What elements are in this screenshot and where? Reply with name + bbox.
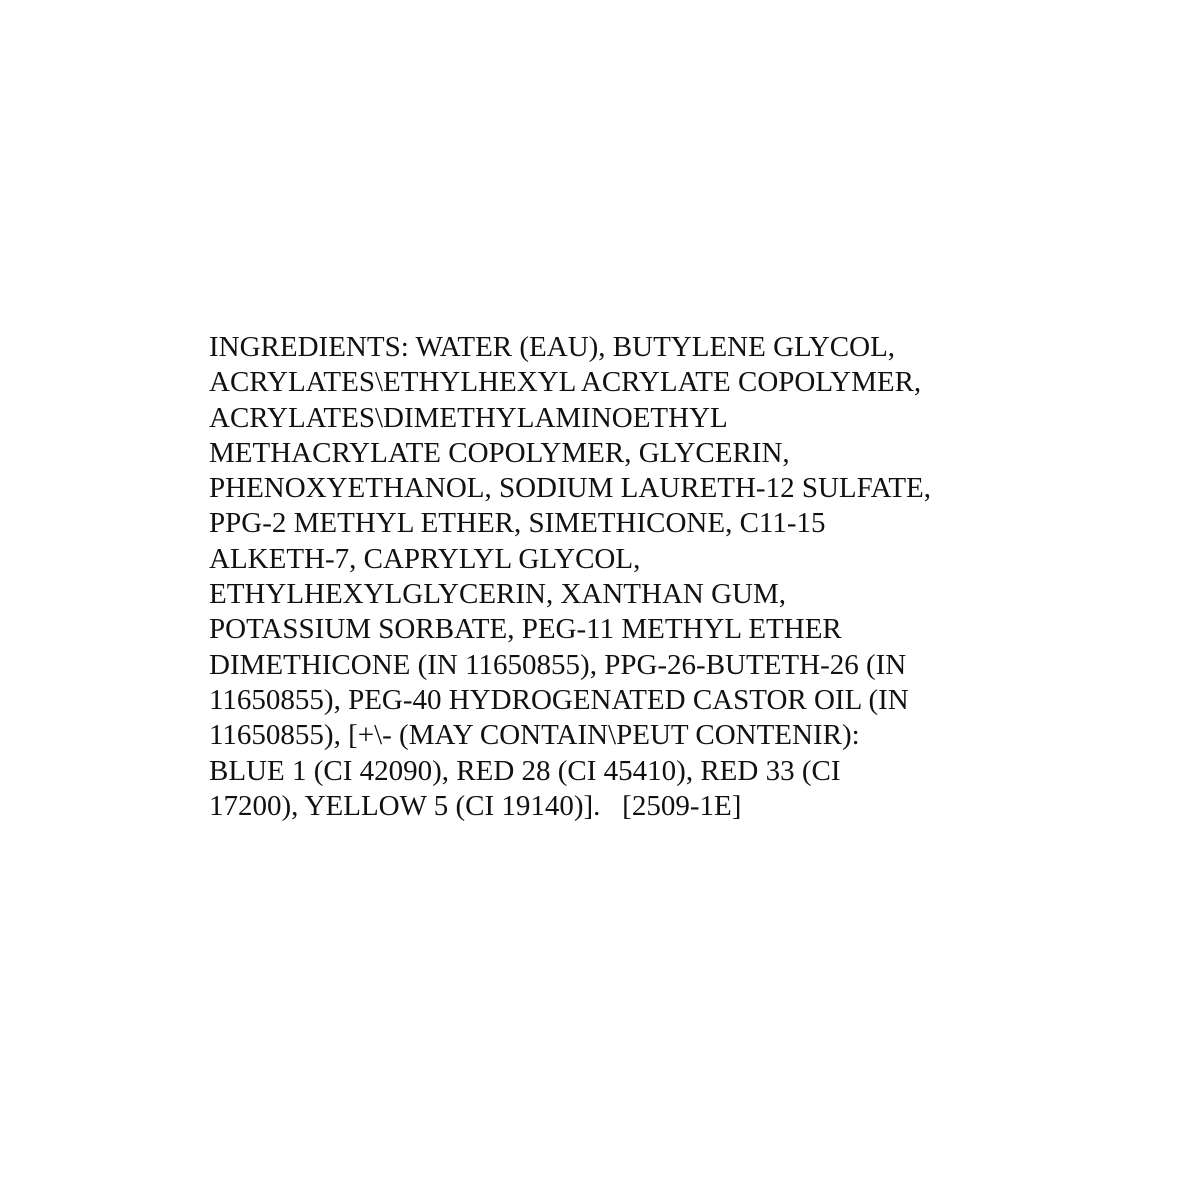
ingredients-line: 17200), YELLOW 5 (CI 19140)]. [2509-1E] <box>209 789 742 822</box>
ingredients-line: ACRYLATES\DIMETHYLAMINOETHYL <box>209 401 728 434</box>
ingredients-line: 11650855), [+\- (MAY CONTAIN\PEUT CONTENIR): <box>209 719 860 752</box>
ingredients-line: METHACRYLATE COPOLYMER, GLYCERIN, <box>209 436 790 469</box>
ingredients-line: PPG-2 METHYL ETHER, SIMETHICONE, C11-15 <box>209 507 826 540</box>
ingredients-line: PHENOXYETHANOL, SODIUM LAURETH-12 SULFATE, <box>209 472 932 505</box>
ingredients-line: ALKETH-7, CAPRYLYL GLYCOL, <box>209 542 641 575</box>
ingredients-line: ACRYLATES\ETHYLHEXYL ACRYLATE COPOLYMER, <box>209 366 922 399</box>
ingredients-line: BLUE 1 (CI 42090), RED 28 (CI 45410), RED 33 (CI <box>209 754 841 787</box>
ingredients-line: POTASSIUM SORBATE, PEG-11 METHYL ETHER <box>209 613 842 646</box>
ingredients-line: INGREDIENTS: WATER (EAU), BUTYLENE GLYCOL, <box>209 331 896 363</box>
ingredients-line: 11650855), PEG-40 HYDROGENATED CASTOR OIL (IN <box>209 683 909 716</box>
ingredients-line: ETHYLHEXYLGLYCERIN, XANTHAN GUM, <box>209 578 787 611</box>
ingredients-list <box>209 330 1069 824</box>
ingredients-line: DIMETHICONE (IN 11650855), PPG-26-BUTETH-26 (IN <box>209 648 907 681</box>
